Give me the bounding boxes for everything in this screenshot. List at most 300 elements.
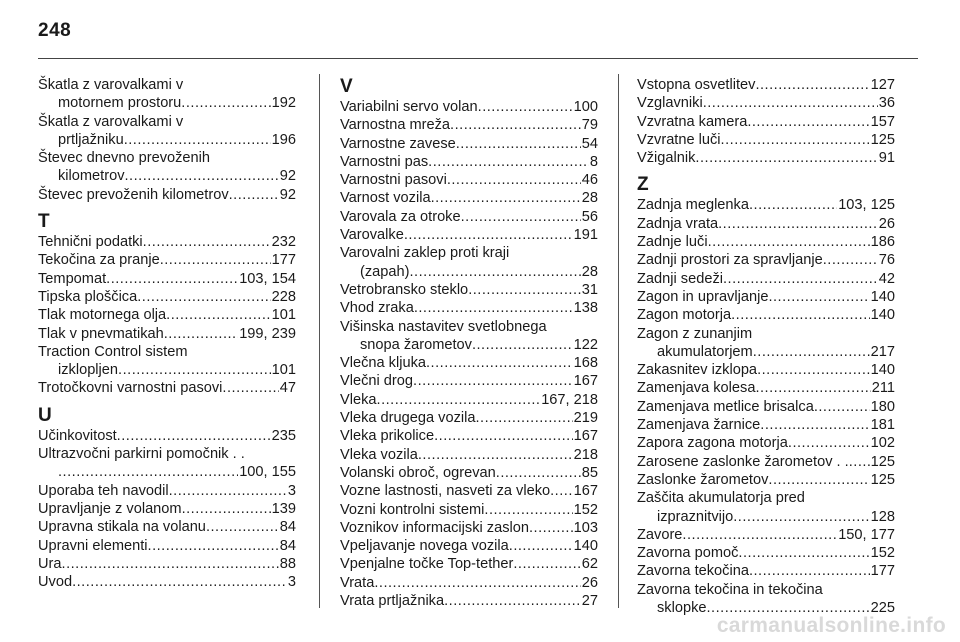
index-entry-page: 85 (581, 464, 598, 481)
index-entry-page: 157 (870, 113, 895, 130)
index-entry-page: 26 (581, 574, 598, 591)
index-letter-heading: V (340, 76, 353, 97)
index-entry-page: 225 (870, 600, 895, 617)
index-entry (637, 471, 895, 489)
index-entry-term: (zapah) (360, 263, 410, 280)
index-entry (38, 482, 296, 500)
index-entry (340, 208, 598, 226)
index-entry (38, 288, 296, 306)
index-entry (340, 244, 598, 281)
index-entry-term: Vzvratne luči (637, 131, 721, 148)
index-entry-page: 150, 177 (838, 526, 895, 543)
index-entry-page: 125 (870, 131, 895, 148)
index-entry (637, 325, 895, 362)
index-entry-page: 128 (870, 508, 895, 525)
index-entry (637, 76, 895, 94)
index-entry (637, 288, 895, 306)
index-entry (340, 354, 598, 372)
index-entry-page: 228 (271, 288, 296, 305)
index-letter-heading: U (38, 404, 52, 426)
index-entry-page: 235 (271, 427, 296, 444)
leader-dots (377, 391, 541, 409)
index-entry-term: Zarosene zaslonke žarometov . . (637, 453, 849, 470)
index-entry-page: 211 (871, 380, 895, 397)
index-entry-page: 76 (878, 252, 895, 269)
index-entry-term: snopa žarometov (360, 336, 472, 353)
index-entry-term: Tempomat (38, 270, 107, 287)
index-entry-term: izpraznitvijo (657, 508, 734, 525)
index-entry (38, 427, 296, 445)
index-entry-term: Vozne lastnosti, nasveti za vleko (340, 483, 551, 500)
index-entry-term: kilometrov (58, 168, 125, 185)
index-entry-term: Zavorna pomoč (637, 545, 739, 562)
leader-dots (682, 526, 837, 544)
leader-dots (733, 508, 869, 526)
index-entry-term: izklopljen (58, 362, 119, 379)
index-entry (637, 434, 895, 452)
index-entry-term: Vpenjalne točke Top-tether (340, 556, 514, 573)
index-entry (637, 562, 895, 580)
leader-dots (229, 186, 279, 204)
index-entry-term: Upravljanje z volanom (38, 500, 182, 517)
index-entry-term: sklopke (657, 600, 707, 617)
leader-dots (708, 233, 870, 251)
index-entry-term: Škatla z varovalkami v (38, 113, 184, 130)
index-entry-term: Zadnje luči (637, 234, 708, 251)
index-entry (340, 537, 598, 555)
leader-dots (58, 463, 238, 481)
index-entry-page: 46 (581, 172, 598, 189)
leader-dots (731, 306, 870, 324)
leader-dots (169, 482, 287, 500)
index-entry-term: Učinkovitost (38, 427, 117, 444)
index-entry (340, 135, 598, 153)
leader-dots (450, 116, 581, 134)
index-entry (38, 233, 296, 251)
leader-dots (164, 325, 238, 343)
leader-dots (753, 343, 870, 361)
index-entry-term: Škatla z varovalkami v (38, 77, 184, 93)
index-entry (637, 131, 895, 149)
leader-dots (721, 131, 870, 149)
leader-dots (718, 215, 878, 233)
index-entry-term: Zamenjava metlice brisalca (637, 398, 814, 415)
index-entry (637, 113, 895, 131)
index-entry-term: Varnost vozila (340, 190, 431, 207)
index-entry (637, 251, 895, 269)
index-entry-term: Zamenjava kolesa (637, 380, 756, 397)
index-entry (340, 171, 598, 189)
index-entry (38, 113, 296, 150)
leader-dots (148, 537, 279, 555)
leader-dots (849, 453, 870, 471)
leader-dots (749, 196, 837, 214)
index-entry (340, 574, 598, 592)
index-entry-term: Varnostni pasovi (340, 172, 447, 189)
index-entry-page: 167 (573, 483, 598, 500)
index-entry-page: 88 (279, 555, 296, 572)
leader-dots (143, 233, 271, 251)
leader-dots (738, 544, 869, 562)
index-entry-page: 103 (573, 519, 598, 536)
leader-dots (62, 555, 279, 573)
index-entry-page: 152 (573, 501, 598, 518)
index-entry (637, 149, 895, 167)
leader-dots (181, 94, 270, 112)
index-entry-term: Trotočkovni varnostni pasovi (38, 380, 223, 397)
index-letter-heading: T (38, 211, 50, 233)
index-entry (38, 518, 296, 536)
leader-dots (374, 574, 580, 592)
leader-dots (166, 306, 270, 324)
index-entry-term: Voznikov informacijski zaslon (340, 519, 529, 536)
index-entry (637, 361, 895, 379)
index-entry-term: Vrata prtljažnika (340, 593, 445, 610)
index-entry-page: 31 (581, 281, 598, 298)
index-entry-page: 232 (271, 234, 296, 251)
leader-dots (703, 94, 878, 112)
index-entry-term: Zadnja vrata (637, 215, 719, 232)
index-entry-term: Upravni elementi (38, 537, 148, 554)
index-entry (637, 526, 895, 544)
index-entry-term: Zadnja meglenka (637, 197, 749, 214)
leader-dots (409, 263, 580, 281)
index-entry-page: 92 (279, 186, 296, 203)
index-entry-page: 168 (573, 355, 598, 372)
index-entry-term: Vleka vozila (340, 446, 418, 463)
index-entry (637, 306, 895, 324)
index-entry (637, 196, 895, 214)
index-entry (340, 226, 598, 244)
leader-dots (117, 427, 271, 445)
index-entry-page: 138 (573, 300, 598, 317)
index-entry (38, 537, 296, 555)
leader-dots (760, 416, 869, 434)
index-entry-page: 47 (279, 380, 296, 397)
index-entry-term: Varnostne zavese (340, 135, 456, 152)
index-entry-term: Zapora zagona motorja (637, 435, 788, 452)
index-entry (637, 453, 895, 471)
index-entry (38, 379, 296, 397)
index-entry (340, 482, 598, 500)
leader-dots (484, 501, 572, 519)
index-entry-term: Zadnji sedeži (637, 270, 723, 287)
index-entry-page: 186 (870, 234, 895, 251)
index-entry (637, 416, 895, 434)
index-entry-term: Varnostna mreža (340, 117, 451, 134)
index-entry-term: Upravna stikala na volanu (38, 519, 206, 536)
index-entry-term: Števec dnevno prevoženih (38, 150, 210, 167)
leader-dots (414, 299, 573, 317)
leader-dots (478, 98, 573, 116)
leader-dots (788, 434, 870, 452)
leader-dots (757, 361, 870, 379)
leader-dots (444, 592, 581, 610)
index-entry (340, 116, 598, 134)
index-entry-term: Zaslonke žarometov (637, 471, 769, 488)
index-entry-term: Vzvratna kamera (637, 113, 748, 130)
index-entry-term: Vleka (340, 391, 377, 408)
index-entry-page: 102 (870, 435, 895, 452)
index-entry-page: 28 (581, 190, 598, 207)
index-entry-page: 101 (271, 362, 296, 379)
index-entry-term: Zaščita akumulatorja pred (637, 490, 805, 507)
index-entry-page: 125 (870, 453, 895, 470)
index-entry (637, 379, 895, 397)
index-entry-page: 181 (870, 417, 895, 434)
index-entry-term: Višinska nastavitev svetlobnega (340, 318, 547, 335)
index-entry (637, 489, 895, 526)
leader-dots (550, 482, 573, 500)
index-entry (38, 445, 296, 482)
index-entry (38, 186, 296, 204)
column-divider (319, 74, 320, 608)
index-entry (340, 409, 598, 427)
leader-dots (222, 379, 278, 397)
index-entry-page: 103, 154 (239, 270, 296, 287)
index-entry-term: Tehnični podatki (38, 234, 143, 251)
index-entry-term: Zavore (637, 526, 683, 543)
index-entry (637, 233, 895, 251)
index-entry-page: 62 (581, 556, 598, 573)
index-entry-term: Zadnji prostori za spravljanje (637, 252, 823, 269)
index-entry (340, 98, 598, 116)
watermark: carmanualsonline.info (716, 614, 946, 637)
leader-dots (723, 270, 878, 288)
index-entry-page: 100 (573, 99, 598, 115)
index-entry-page: 103, 125 (838, 197, 895, 214)
index-entry (340, 318, 598, 355)
index-entry-page: 54 (581, 135, 598, 152)
index-entry-term: Vozni kontrolni sistemi (340, 501, 485, 518)
index-entry (38, 573, 296, 591)
index-entry-term: Zavorna tekočina in tekočina (637, 581, 823, 598)
index-entry-term: Varovalni zaklep proti kraji (340, 245, 510, 262)
leader-dots (475, 409, 572, 427)
leader-dots (426, 354, 573, 372)
index-entry (38, 270, 296, 288)
index-entry-page: 180 (870, 398, 895, 415)
index-entry-term: Varovala za otroke (340, 208, 461, 225)
index-entry-term: Vžigalnik (637, 150, 696, 167)
index-letter-heading: Z (637, 174, 649, 196)
index-entry-term: akumulatorjem (657, 343, 753, 360)
index-entry-term: Vetrobransko steklo (340, 281, 469, 298)
index-entry-term: Vrata (340, 574, 375, 591)
index-entry-page: 122 (573, 336, 598, 353)
index-entry-term: Uporaba teh navodil (38, 482, 169, 499)
index-entry (340, 153, 598, 171)
index-entry (340, 372, 598, 390)
index-entry (340, 519, 598, 537)
index-entry (340, 446, 598, 464)
index-entry-page: 84 (279, 537, 296, 554)
leader-dots (768, 288, 869, 306)
index-entry-page: 101 (271, 307, 296, 324)
index-entry (340, 281, 598, 299)
leader-dots (509, 537, 573, 555)
index-entry-term: Zagon in upravljanje (637, 288, 769, 305)
index-entry-page: 26 (878, 215, 895, 232)
index-entry (38, 149, 296, 186)
leader-dots (206, 518, 279, 536)
index-entry-page: 127 (870, 77, 895, 93)
index-entry-page: 217 (870, 343, 895, 360)
leader-dots (461, 208, 581, 226)
page-number: 248 (38, 20, 72, 41)
index-entry-term: Vstopna osvetlitev (637, 77, 756, 93)
index-entry-term: Ultrazvočni parkirni pomočnik . . (38, 446, 245, 463)
index-entry-page: 79 (581, 117, 598, 134)
leader-dots (137, 288, 270, 306)
index-entry (637, 581, 895, 618)
index-entry-page: 125 (870, 471, 895, 488)
index-entry-page: 91 (878, 150, 895, 167)
column-divider (618, 74, 619, 608)
index-entry-term: Vleka prikolice (340, 428, 435, 445)
index-entry-term: Števec prevoženih kilometrov (38, 186, 229, 203)
index-entry (637, 270, 895, 288)
index-entry-term: Zagon z zunanjim (637, 325, 753, 342)
index-entry (340, 427, 598, 445)
index-entry-term: Vleka drugega vozila (340, 410, 476, 427)
index-entry-page: 152 (870, 545, 895, 562)
leader-dots (513, 555, 580, 573)
index-entry-term: Zavorna tekočina (637, 563, 749, 580)
index-entry-term: Tlak motornega olja (38, 307, 167, 324)
index-entry (637, 94, 895, 112)
index-entry-term: Traction Control sistem (38, 343, 188, 360)
index-entry-term: Vzglavniki (637, 95, 703, 112)
index-entry-term: Vlečni drog (340, 373, 414, 390)
leader-dots (768, 471, 869, 489)
leader-dots (124, 131, 271, 149)
index-entry-page: 28 (581, 263, 598, 280)
leader-dots (823, 251, 878, 269)
index-entry-term: Vhod zraka (340, 300, 414, 317)
leader-dots (125, 167, 279, 185)
index-entry-term: prtljažniku (58, 131, 124, 148)
index-entry (38, 343, 296, 380)
index-entry-page: 192 (271, 95, 296, 112)
index-entry-page: 177 (271, 252, 296, 269)
index-entry-page: 3 (287, 574, 296, 591)
index-entry (340, 592, 598, 610)
index-column-1 (38, 76, 296, 591)
index-entry-page: 177 (870, 563, 895, 580)
index-entry-page: 100, 155 (239, 464, 296, 481)
leader-dots (418, 446, 573, 464)
leader-dots (496, 464, 581, 482)
index-entry (340, 555, 598, 573)
index-entry (340, 391, 598, 409)
leader-dots (749, 562, 870, 580)
index-entry-term: Ura (38, 555, 62, 572)
index-entry-term: Tekočina za pranje (38, 252, 160, 269)
index-entry (340, 464, 598, 482)
index-entry (340, 299, 598, 317)
leader-dots (428, 153, 589, 171)
index-entry-page: 199, 239 (239, 325, 296, 342)
index-entry (38, 251, 296, 269)
index-entry (637, 544, 895, 562)
index-entry-page: 140 (870, 362, 895, 379)
leader-dots (456, 135, 581, 153)
leader-dots (404, 226, 573, 244)
index-entry-term: Zamenjava žarnice (637, 417, 761, 434)
index-entry-page: 140 (870, 288, 895, 305)
leader-dots (755, 76, 869, 94)
index-entry (38, 76, 296, 113)
leader-dots (431, 189, 581, 207)
index-entry-page: 167, 218 (541, 391, 598, 408)
index-entry-term: Vlečna kljuka (340, 355, 426, 372)
index-entry (637, 215, 895, 233)
index-entry-page: 84 (279, 519, 296, 536)
index-entry-page: 167 (573, 428, 598, 445)
index-entry-term: Vpeljavanje novega vozila (340, 538, 509, 555)
leader-dots (413, 372, 573, 390)
index-entry-page: 219 (573, 410, 598, 427)
index-entry-term: Varovalke (340, 227, 404, 244)
index-entry-page: 3 (287, 482, 296, 499)
index-column-3 (637, 76, 895, 617)
index-entry-page: 92 (279, 168, 296, 185)
leader-dots (160, 251, 271, 269)
leader-dots (106, 270, 238, 288)
index-entry-page: 167 (573, 373, 598, 390)
index-entry-page: 140 (870, 307, 895, 324)
leader-dots (434, 427, 573, 445)
index-entry-term: Zagon motorja (637, 307, 732, 324)
index-entry-term: Uvod (38, 574, 73, 591)
leader-dots (72, 573, 287, 591)
index-entry-term: motornem prostoru (58, 95, 182, 112)
index-entry-term: Tipska ploščica (38, 288, 138, 305)
index-entry-page: 139 (271, 500, 296, 517)
index-entry (637, 398, 895, 416)
index-entry (38, 306, 296, 324)
index-entry-term: Zakasnitev izklopa (637, 362, 758, 379)
index-entry (340, 189, 598, 207)
index-entry-page: 218 (573, 446, 598, 463)
index-entry (340, 501, 598, 519)
index-entry-page: 196 (271, 131, 296, 148)
leader-dots (529, 519, 573, 537)
index-entry (38, 500, 296, 518)
header-rule (38, 58, 918, 59)
leader-dots (695, 149, 877, 167)
leader-dots (468, 281, 581, 299)
leader-dots (814, 398, 870, 416)
leader-dots (747, 113, 869, 131)
index-entry-page: 56 (581, 208, 598, 225)
index-entry-page: 8 (589, 153, 598, 170)
index-entry-page: 140 (573, 538, 598, 555)
leader-dots (182, 500, 271, 518)
index-entry-term: Volanski obroč, ogrevan (340, 464, 496, 481)
leader-dots (118, 361, 271, 379)
index-column-2 (340, 76, 598, 610)
leader-dots (472, 336, 573, 354)
index-entry-term: Varnostni pas (340, 153, 429, 170)
index-entry-page: 27 (581, 593, 598, 610)
leader-dots (755, 379, 870, 397)
index-entry-term: Tlak v pnevmatikah (38, 325, 164, 342)
index-entry-page: 42 (878, 270, 895, 287)
index-entry (38, 555, 296, 573)
index-entry-term: Variabilni servo volan (340, 99, 478, 115)
